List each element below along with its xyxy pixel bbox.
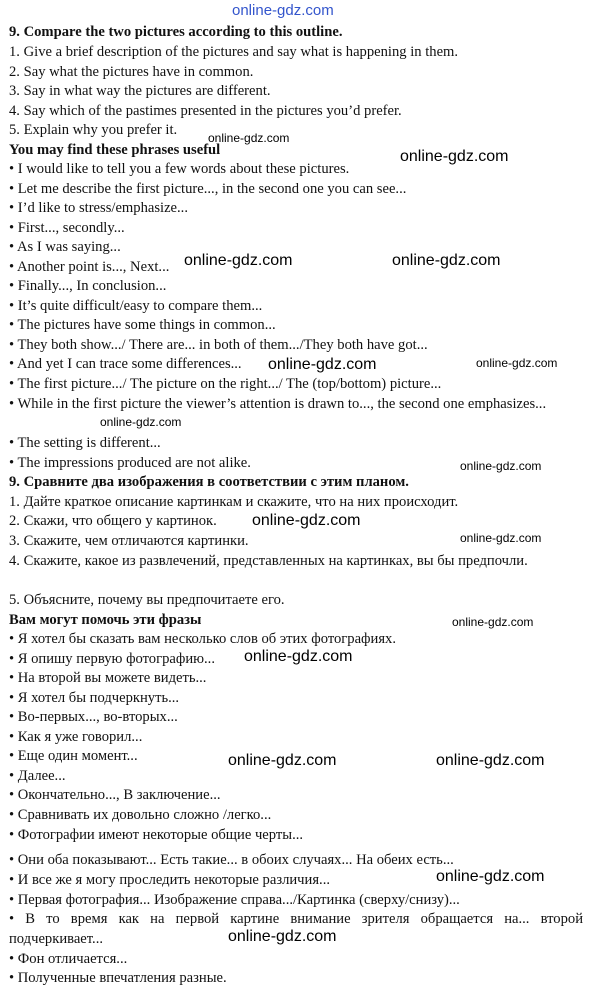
phrases-heading-ru: Вам могут помочь эти фразы [9,612,202,628]
watermark: online-gdz.com [184,252,293,269]
outline-step-en: 4. Say which of the pastimes presented in the pictures you’d prefer. [9,103,402,119]
watermark: online-gdz.com [268,356,377,373]
watermark: online-gdz.com [460,459,542,473]
watermark-top: online-gdz.com [232,2,334,19]
outline-step-en: 3. Say in what way the pictures are different. [9,83,271,99]
phrase-item-en: • Finally..., In conclusion... [9,278,167,294]
phrase-item-en: • It’s quite difficult/easy to compare them... [9,298,263,314]
phrase-item-en: • Let me describe the first picture..., in the second one you can see... [9,181,407,197]
phrase-item-en: • I’d like to stress/emphasize... [9,200,188,216]
phrase-item-en: • The setting is different... [9,435,161,451]
watermark: online-gdz.com [208,131,290,145]
phrase-item-ru: • И все же я могу проследить некоторые различия... [9,872,330,888]
phrase-item-ru: • Сравнивать их довольно сложно /легко... [9,807,272,823]
phrase-item-ru: • Они оба показывают... Есть такие... в обоих случаях... На обеих есть... [9,852,454,868]
phrase-item-en: • And yet I can trace some differences... [9,356,242,372]
exercise-title-ru: 9. Сравните два изображения в соответствии с этим планом. [9,474,409,490]
phrase-item-en: • The pictures have some things in common... [9,317,276,333]
phrase-item-en: • While in the first picture the viewer’s attention is drawn to..., the second one emphasizes... [9,396,547,412]
phrase-item-en: • The first picture.../ The picture on the right.../ The (top/bottom) picture... [9,376,442,392]
outline-step-en: 5. Explain why you prefer it. [9,122,178,138]
watermark: online-gdz.com [476,356,558,370]
watermark: online-gdz.com [436,868,545,885]
phrase-item-en: • As I was saying... [9,239,121,255]
phrase-item-ru: • Далее... [9,768,66,784]
phrase-item-ru: • Я хотел бы сказать вам несколько слов об этих фотографиях. [9,631,396,647]
phrase-item-ru: • Еще один момент... [9,748,138,764]
phrase-item-ru: • В то время как на первой картине внимание зрителя обращается на... второй подчеркивает... [9,911,583,947]
watermark: online-gdz.com [436,752,545,769]
outline-step-ru: 5. Объясните, почему вы предпочитаете его. [9,592,285,608]
phrase-item-ru: • Окончательно..., В заключение... [9,787,221,803]
outline-step-en: 1. Give a brief description of the pictures and say what is happening in them. [9,44,459,60]
watermark: online-gdz.com [392,252,501,269]
phrase-item-en: • I would like to tell you a few words about these pictures. [9,161,350,177]
phrase-item-ru: • Я хотел бы подчеркнуть... [9,690,180,706]
watermark: online-gdz.com [228,928,337,945]
phrase-item-en: • They both show.../ There are... in both of them.../They both have got... [9,337,428,353]
watermark: online-gdz.com [400,148,509,165]
outline-step-ru: 3. Скажите, чем отличаются картинки. [9,533,249,549]
watermark: online-gdz.com [100,415,182,429]
outline-step-en: 2. Say what the pictures have in common. [9,64,254,80]
phrase-item-en: • The impressions produced are not alike. [9,455,251,471]
watermark: online-gdz.com [244,648,353,665]
outline-step-ru: 2. Скажи, что общего у картинок. [9,513,217,529]
outline-step-ru: 1. Дайте краткое описание картинкам и скажите, что на них происходит. [9,494,459,510]
phrase-item-ru: • На второй вы можете видеть... [9,670,207,686]
phrase-item-en: • Another point is..., Next... [9,259,170,275]
outline-step-ru: 4. Скажите, какое из развлечений, представленных на картинках, вы бы предпочли. [9,553,528,569]
phrase-item-ru: • Полученные впечатления разные. [9,970,227,986]
watermark: online-gdz.com [452,615,534,629]
phrases-heading-en: You may find these phrases useful [9,142,221,158]
phrase-item-ru: • Как я уже говорил... [9,729,143,745]
phrase-item-ru: • Я опишу первую фотографию... [9,651,215,667]
phrase-item-en: • First..., secondly... [9,220,125,236]
exercise-title-en: 9. Compare the two pictures according to this outline. [9,24,343,40]
phrase-item-ru: • Фон отличается... [9,951,128,967]
watermark: online-gdz.com [460,531,542,545]
phrase-item-ru: • Первая фотография... Изображение справа.../Картинка (сверху/снизу)... [9,892,460,908]
phrase-item-ru: • Фотографии имеют некоторые общие черты... [9,827,304,843]
phrase-item-ru: • Во-первых..., во-вторых... [9,709,178,725]
watermark: online-gdz.com [228,752,337,769]
watermark: online-gdz.com [252,512,361,529]
